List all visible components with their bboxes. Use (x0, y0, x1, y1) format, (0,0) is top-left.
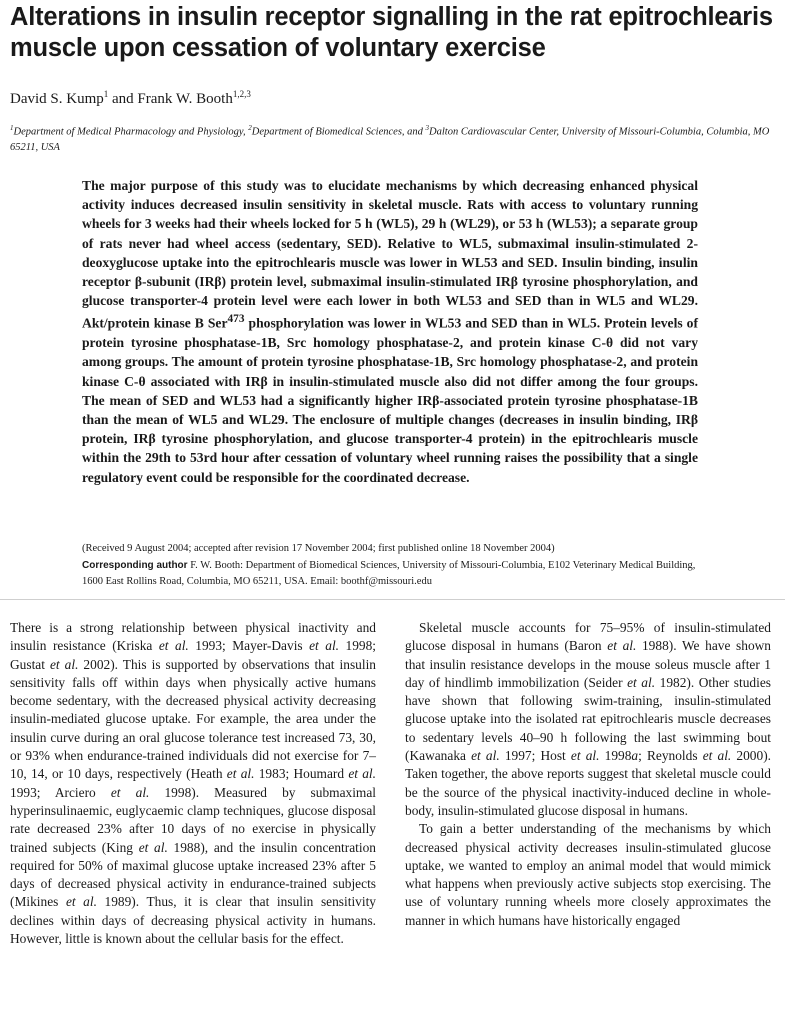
affiliation-text: Department of Medical Pharmacology and Physiology, (13, 126, 249, 138)
corresponding-author-label: Corresponding author (82, 559, 188, 571)
text-run: Skeletal muscle accounts for 75–95% of insulin-stimulated glucose disposal in humans (Baron (405, 620, 771, 654)
abstract-text: phosphorylation was lower in WL53 and SED than in WL5. Protein levels of protein tyrosine phosphatase-1B, Src homology phosphatase-2, and protein kinase C-θ did not vary among groups. The amount of protein tyrosine phosphatase-1B, Src homology phosphatase-2, and protein kinase C-θ associated with IRβ in insulin-stimulated muscle also did not differ among the four groups. The mean of SED and WL53 had a significantly higher IRβ-associated protein tyrosine phosphatase-1B than the mean of WL5 and WL29. The enclosure of multiple changes (decreases in insulin binding, IRβ protein, IRβ tyrosine phosphorylation, and glucose transporter-4 protein) in the epitrochlearis muscle within the 29th to 53rd hour after cessation of voluntary wheel running raises the possibility that a single regulatory event could be responsible for the coordinated decrease. (82, 315, 698, 485)
et-al: et al. (110, 784, 150, 800)
et-al: et al. (138, 839, 168, 855)
superscript: 473 (227, 313, 245, 326)
et-al: et al. (309, 638, 340, 654)
affiliation-text: Dalton Cardiovascular Center, University of Missouri-Columbia, Columbia, MO 65211, USA (10, 126, 770, 153)
text-run: 1997; Host (499, 748, 571, 764)
abstract-text: The major purpose of this study was to elucidate mechanisms by which decreasing enhanced physical activity induces decreased insulin sensitivity in skeletal muscle. Rats with access to voluntary running wheels for 3 weeks had their wheels locked for 5 h (WL5), 29 h (WL29), or 53 h (WL53); a separate group of rats never had wheel access (sedentary, SED). Relative to WL5, submaximal insulin-stimulated 2-deoxyglucose uptake into the epitrochlearis muscle was lower in WL53 and SED. Insulin binding, insulin receptor β-subunit (IRβ) protein level, submaximal insulin-stimulated IRβ tyrosine phosphorylation, and glucose transporter-4 protein level were each lower in both WL53 and SED than in WL5 and WL29. Akt/protein kinase B Ser (82, 178, 698, 331)
text-run: ; Reynolds (638, 748, 703, 764)
author-name[interactable]: David S. Kump (10, 91, 104, 107)
article-history (82, 541, 702, 591)
body-column-left (10, 619, 376, 948)
et-al: et al. (158, 638, 189, 654)
text-run: 1998; Gustat (10, 638, 377, 672)
et-al: et al. (65, 894, 97, 910)
author-list (10, 89, 251, 108)
et-al: et al. (348, 766, 376, 782)
received-dates: (Received 9 August 2004; accepted after revision 17 November 2004; first published online 18 November 2004) (82, 543, 555, 554)
et-al: et al. (471, 748, 500, 764)
body-paragraph (405, 619, 771, 820)
text-run: 1993; Mayer-Davis (188, 638, 310, 654)
et-al: et al. (627, 674, 656, 690)
author-conjunction: and (108, 91, 138, 107)
et-al: et al. (607, 638, 637, 654)
et-al: et al. (226, 766, 255, 782)
et-al: et al. (570, 748, 600, 764)
text-run: 1989). Thus, it is clear that insulin sensitivity declines within days of decreasing physical activity in humans. However, little is known about the cellular basis for the effect. (10, 894, 377, 947)
text-run: 1988), and the insulin concentration required for 50% of maximal glucose uptake increased 23% after 5 days of decreased physical activity in endurance-trained subjects (Mikines (10, 839, 376, 910)
text-run: 2000). Taken together, the above reports suggest that skeletal muscle could be the source of the physical inactivity-induced decline in whole-body, insulin-stimulated glucose disposal in humans. (405, 748, 772, 818)
section-divider (0, 599, 785, 600)
text-run: There is a strong relationship between physical inactivity and insulin resistance (Kriska (10, 620, 376, 654)
text-run: 1998 (599, 748, 632, 764)
article-title: Alterations in insulin receptor signalling in the rat epitrochlearis muscle upon cessation of voluntary exercise (10, 3, 773, 62)
body-paragraph: To gain a better understanding of the mechanisms by which decreased physical activity decreases insulin-stimulated glucose uptake, we wanted to employ an animal model that would mimick what happens when previously active subjects stop exercising. The use of voluntary running wheels more closely approximates the manner in which humans have historically engaged (405, 821, 771, 928)
affiliation-marker: 1 (10, 124, 14, 132)
affiliation-marker: 1 (103, 89, 109, 99)
affiliation-marker: 3 (425, 124, 430, 132)
body-column-right (405, 619, 771, 930)
text-run: 1998). Measured by submaximal hyperinsulinaemic, euglycaemic clamp techniques, glucose disposal rate decreased 23% after 10 days of no exercise in physically trained subjects (King (10, 784, 377, 855)
corresponding-author (82, 558, 702, 591)
body-paragraph (10, 619, 376, 948)
et-al: et al. (49, 656, 79, 672)
text-run: 2002). This is supported by observations that insulin sensitivity falls off within days when physically active humans become sedentary, with the decreased physical activity decreasing insulin-mediated glucose uptake. For example, the area under the insulin curve during an oral glucose tolerance test increased 73, 30, or 93% when endurance-trained individuals did not exercise for 7–10, 14, or 10 days, respectively (Heath (10, 656, 376, 782)
affiliations (10, 121, 775, 155)
author-name[interactable]: Frank W. Booth (137, 91, 233, 107)
affiliation-text: Department of Biomedical Sciences, and (251, 126, 426, 138)
abstract (82, 176, 698, 487)
affiliation-marker: 1,2,3 (232, 89, 251, 99)
text-run: 1993; Arciero (10, 784, 111, 800)
et-al: et al. (702, 748, 732, 764)
text-run: 1988). We have shown that insulin resistance develops in the mouse soleus muscle after 1 day of hindlimb immobilization (Seider (405, 638, 772, 690)
text-run: 1982). Other studies have shown that following swim-training, insulin-stimulated glucose uptake into the isolated rat epitrochlearis muscle decreases to sedentary levels 40–90 h following the last swimming bout (Kawanaka (405, 674, 771, 764)
ref-suffix: a (631, 748, 639, 764)
text-run: 1983; Houmard (254, 766, 349, 782)
corresponding-author-text: F. W. Booth: Department of Biomedical Sciences, University of Missouri-Columbia, E102 Veterinary Medical Building, 1600 East Rollins Road, Columbia, MO 65211, USA. Email: boothf@missouri.edu (82, 559, 696, 587)
affiliation-marker: 2 (248, 124, 252, 132)
